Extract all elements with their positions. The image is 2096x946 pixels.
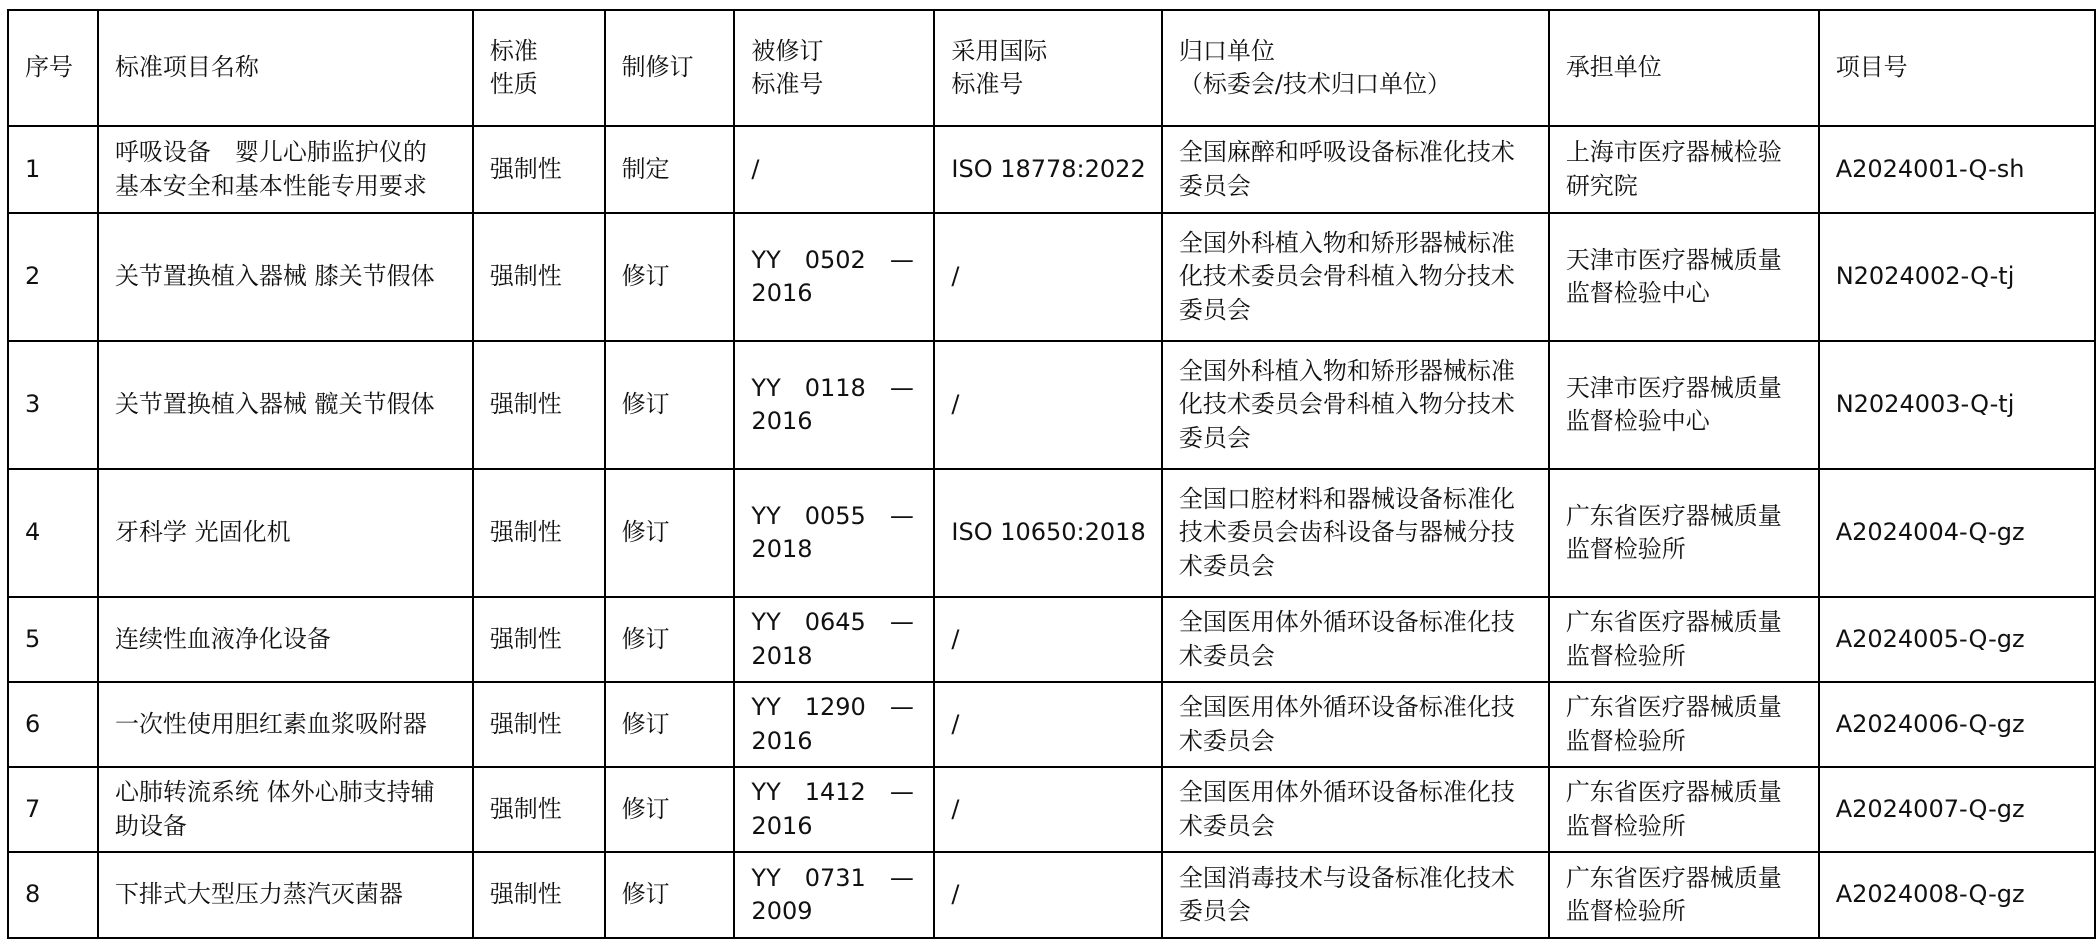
cell-committee-line: 技术委员会齿科设备与器械分技 xyxy=(1178,518,1515,547)
cell-committee-line: 化技术委员会骨科植入物分技术 xyxy=(1178,390,1515,419)
cell-revised-std-line: 2016 xyxy=(751,726,813,755)
cell-revised-std xyxy=(734,597,934,682)
cell-type: 修订 xyxy=(605,469,735,597)
cell-committee-line: 委员会 xyxy=(1178,171,1251,200)
cell-undertaker-line: 广东省医疗器械质量 xyxy=(1565,608,1782,637)
cell-undertaker xyxy=(1549,852,1819,938)
cell-name xyxy=(98,469,473,597)
cell-committee-line: 全国外科植入物和矫形器械标准 xyxy=(1178,357,1515,386)
header-committee xyxy=(1162,10,1549,126)
header-intl-std xyxy=(934,10,1162,126)
cell-seq: 3 xyxy=(8,341,98,469)
table-row xyxy=(8,213,2095,341)
cell-name xyxy=(98,126,473,213)
cell-committee-line: 全国医用体外循环设备标准化技 xyxy=(1178,608,1515,637)
cell-nature: 强制性 xyxy=(473,682,605,767)
cell-undertaker-line: 广东省医疗器械质量 xyxy=(1565,693,1782,722)
cell-undertaker-line: 天津市医疗器械质量 xyxy=(1565,245,1782,274)
table-row xyxy=(8,682,2095,767)
cell-name-line: 关节置换植入器械 髋关节假体 xyxy=(114,390,435,419)
header-text: 序号 xyxy=(25,53,73,82)
header-text: 承担单位 xyxy=(1565,53,1662,82)
cell-type: 修订 xyxy=(605,682,735,767)
cell-name xyxy=(98,597,473,682)
cell-committee xyxy=(1162,682,1549,767)
cell-intl-std: / xyxy=(934,341,1162,469)
header-text: 被修订 xyxy=(751,36,824,65)
cell-name-line: 一次性使用胆红素血浆吸附器 xyxy=(114,709,427,738)
table-row xyxy=(8,469,2095,597)
header-text: （标委会/技术归口单位） xyxy=(1178,70,1452,98)
cell-name-line: 连续性血液净化设备 xyxy=(114,624,331,653)
cell-type: 修订 xyxy=(605,852,735,938)
cell-undertaker xyxy=(1549,341,1819,469)
cell-committee-line: 委员会 xyxy=(1178,897,1251,925)
cell-undertaker xyxy=(1549,767,1819,852)
cell-committee-line: 术委员会 xyxy=(1178,641,1275,670)
cell-committee-line: 委员会 xyxy=(1178,423,1251,452)
cell-revised-std-line: YY 0055 — xyxy=(751,501,914,530)
cell-committee-line: 全国医用体外循环设备标准化技 xyxy=(1178,693,1515,722)
cell-revised-std xyxy=(734,126,934,213)
cell-project-no: A2024008-Q-gz xyxy=(1819,852,2095,938)
cell-undertaker-line: 广东省医疗器械质量 xyxy=(1565,778,1782,807)
cell-undertaker xyxy=(1549,597,1819,682)
cell-undertaker-line: 广东省医疗器械质量 xyxy=(1565,863,1782,892)
cell-nature: 强制性 xyxy=(473,469,605,597)
cell-undertaker-line: 监督检验所 xyxy=(1565,811,1686,840)
cell-name xyxy=(98,341,473,469)
header-text: 标准 xyxy=(489,36,538,65)
cell-committee-line: 术委员会 xyxy=(1178,551,1275,580)
cell-undertaker xyxy=(1549,126,1819,213)
cell-intl-std: / xyxy=(934,852,1162,938)
header-text: 标准号 xyxy=(751,70,824,98)
cell-committee xyxy=(1162,767,1549,852)
cell-name xyxy=(98,682,473,767)
header-revised-std xyxy=(734,10,934,126)
cell-type: 修订 xyxy=(605,767,735,852)
table-row xyxy=(8,341,2095,469)
header-project-no xyxy=(1819,10,2095,126)
header-type xyxy=(605,10,735,126)
header-text: 标准项目名称 xyxy=(114,53,259,82)
cell-committee-line: 全国消毒技术与设备标准化技术 xyxy=(1178,863,1515,892)
cell-seq: 2 xyxy=(8,213,98,341)
cell-undertaker-line: 监督检验中心 xyxy=(1565,407,1710,435)
cell-revised-std-line: YY 0645 — xyxy=(751,608,914,637)
cell-nature: 强制性 xyxy=(473,597,605,682)
cell-project-no: A2024004-Q-gz xyxy=(1819,469,2095,597)
header-text: 采用国际 xyxy=(951,36,1048,65)
cell-type: 修订 xyxy=(605,341,735,469)
cell-revised-std xyxy=(734,213,934,341)
cell-seq: 6 xyxy=(8,682,98,767)
cell-revised-std-line: 2009 xyxy=(751,897,813,925)
cell-revised-std-line: 2018 xyxy=(751,641,813,670)
cell-revised-std-line: / xyxy=(751,154,760,183)
cell-committee xyxy=(1162,469,1549,597)
header-undertaker xyxy=(1549,10,1819,126)
cell-undertaker xyxy=(1549,213,1819,341)
cell-nature: 强制性 xyxy=(473,341,605,469)
cell-name-line: 下排式大型压力蒸汽灭菌器 xyxy=(114,880,403,909)
cell-undertaker xyxy=(1549,682,1819,767)
cell-seq: 7 xyxy=(8,767,98,852)
cell-revised-std xyxy=(734,341,934,469)
cell-seq: 5 xyxy=(8,597,98,682)
cell-committee xyxy=(1162,341,1549,469)
cell-revised-std-line: YY 1412 — xyxy=(751,778,914,807)
cell-project-no: A2024001-Q-sh xyxy=(1819,126,2095,213)
cell-undertaker-line: 监督检验所 xyxy=(1565,726,1686,755)
cell-name-line: 牙科学 光固化机 xyxy=(114,518,291,547)
cell-project-no: A2024005-Q-gz xyxy=(1819,597,2095,682)
cell-project-no: A2024007-Q-gz xyxy=(1819,767,2095,852)
cell-name-line: 助设备 xyxy=(114,811,187,840)
cell-name xyxy=(98,767,473,852)
header-text: 项目号 xyxy=(1835,53,1908,82)
cell-revised-std-line: 2016 xyxy=(751,279,813,307)
cell-revised-std-line: 2018 xyxy=(751,535,813,563)
table-body xyxy=(8,126,2095,938)
standards-table xyxy=(7,9,2096,939)
cell-project-no: A2024006-Q-gz xyxy=(1819,682,2095,767)
cell-undertaker-line: 研究院 xyxy=(1565,171,1638,200)
cell-intl-std: / xyxy=(934,597,1162,682)
table-row xyxy=(8,852,2095,938)
table-row xyxy=(8,597,2095,682)
cell-revised-std-line: YY 0502 — xyxy=(751,245,914,274)
cell-undertaker-line: 上海市医疗器械检验 xyxy=(1565,138,1782,167)
cell-revised-std-line: YY 1290 — xyxy=(751,693,914,722)
cell-project-no: N2024002-Q-tj xyxy=(1819,213,2095,341)
cell-name xyxy=(98,852,473,938)
cell-nature: 强制性 xyxy=(473,126,605,213)
cell-intl-std: ISO 18778:2022 xyxy=(934,126,1162,213)
header-seq xyxy=(8,10,98,126)
cell-undertaker-line: 天津市医疗器械质量 xyxy=(1565,373,1782,402)
cell-name-line: 关节置换植入器械 膝关节假体 xyxy=(114,262,435,291)
table-row xyxy=(8,126,2095,213)
cell-undertaker-line: 广东省医疗器械质量 xyxy=(1565,501,1782,530)
cell-intl-std: / xyxy=(934,682,1162,767)
cell-nature: 强制性 xyxy=(473,767,605,852)
cell-revised-std-line: YY 0118 — xyxy=(751,373,914,402)
cell-committee-line: 术委员会 xyxy=(1178,726,1275,755)
cell-committee-line: 化技术委员会骨科植入物分技术 xyxy=(1178,262,1515,291)
cell-committee-line: 全国口腔材料和器械设备标准化 xyxy=(1178,485,1515,514)
cell-undertaker xyxy=(1549,469,1819,597)
cell-committee-line: 全国医用体外循环设备标准化技 xyxy=(1178,778,1515,807)
cell-seq: 1 xyxy=(8,126,98,213)
cell-committee xyxy=(1162,213,1549,341)
cell-committee xyxy=(1162,597,1549,682)
cell-name-line: 心肺转流系统 体外心肺支持辅 xyxy=(114,778,435,807)
cell-committee xyxy=(1162,852,1549,938)
cell-revised-std xyxy=(734,767,934,852)
cell-revised-std xyxy=(734,469,934,597)
cell-committee-line: 全国外科植入物和矫形器械标准 xyxy=(1178,229,1515,258)
cell-nature: 强制性 xyxy=(473,852,605,938)
cell-revised-std-line: 2016 xyxy=(751,811,813,840)
cell-committee-line: 委员会 xyxy=(1178,295,1251,324)
cell-undertaker-line: 监督检验所 xyxy=(1565,641,1686,670)
header-name xyxy=(98,10,473,126)
cell-seq: 4 xyxy=(8,469,98,597)
cell-revised-std xyxy=(734,852,934,938)
header-nature xyxy=(473,10,605,126)
cell-undertaker-line: 监督检验所 xyxy=(1565,535,1686,563)
cell-revised-std-line: 2016 xyxy=(751,407,813,435)
table-header-row xyxy=(8,10,2095,126)
header-text: 性质 xyxy=(489,70,538,98)
table-row xyxy=(8,767,2095,852)
header-text: 标准号 xyxy=(951,70,1024,98)
cell-committee-line: 全国麻醉和呼吸设备标准化技术 xyxy=(1178,138,1515,167)
header-text: 归口单位 xyxy=(1178,36,1275,65)
cell-type: 修订 xyxy=(605,213,735,341)
cell-intl-std: / xyxy=(934,767,1162,852)
cell-seq: 8 xyxy=(8,852,98,938)
cell-intl-std: / xyxy=(934,213,1162,341)
cell-nature: 强制性 xyxy=(473,213,605,341)
cell-intl-std: ISO 10650:2018 xyxy=(934,469,1162,597)
cell-revised-std-line: YY 0731 — xyxy=(751,863,914,892)
cell-name xyxy=(98,213,473,341)
header-text: 制修订 xyxy=(621,53,694,82)
cell-revised-std xyxy=(734,682,934,767)
cell-committee xyxy=(1162,126,1549,213)
cell-name-line: 呼吸设备 婴儿心肺监护仪的 xyxy=(114,138,427,167)
cell-project-no: N2024003-Q-tj xyxy=(1819,341,2095,469)
cell-type: 制定 xyxy=(605,126,735,213)
cell-type: 修订 xyxy=(605,597,735,682)
cell-undertaker-line: 监督检验所 xyxy=(1565,897,1686,925)
cell-committee-line: 术委员会 xyxy=(1178,811,1275,840)
cell-undertaker-line: 监督检验中心 xyxy=(1565,279,1710,307)
cell-name-line: 基本安全和基本性能专用要求 xyxy=(114,171,427,200)
